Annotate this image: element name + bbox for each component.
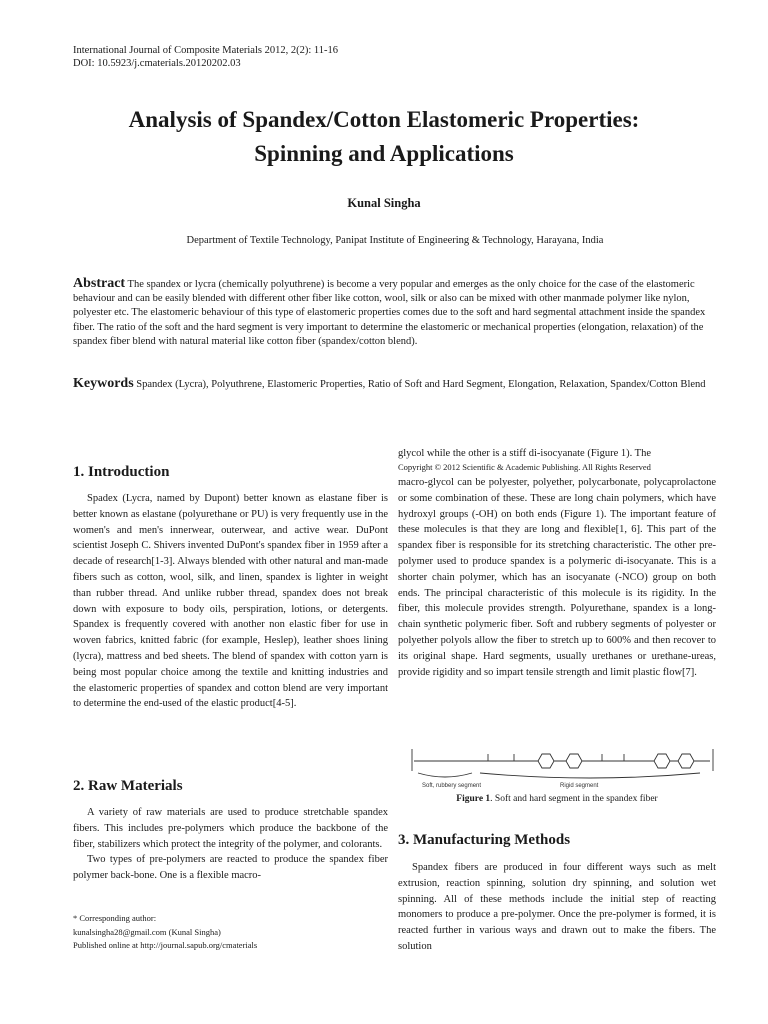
copyright-notice: Copyright © 2012 Scientific & Academic Publishing. All Rights Reserved bbox=[398, 462, 651, 472]
section-heading-raw-materials: 2. Raw Materials bbox=[73, 778, 183, 794]
manufacturing-methods-body bbox=[398, 860, 716, 955]
raw-materials-continued-paragraph: macro-glycol can be polyester, polyether, polycarbonate, polycaprolactone or some combination of these. These are long chain polymers, which have hydroxyl groups (-OH) on both ends (Figure 1). The important feature of these molecules is that they are long and flexible[1, 6]. This part of the spandex fiber is responsible for its stretching characteristic. The other pre-polymer used to produce spandex is a polymeric di-isocyanate. This is a shorter chain polymer, which has an isocyanate (-NCO) group on both ends. The principal characteristic of this molecule is its rigidity. In the fiber, this molecule provides strength. Polyurethane, spandex is a long-chain synthetic polymeric fiber. Soft and rubbery segments of polyester or polyether polyols allow the fiber to stretch up to 600% and then recover to its original shape. Hard segments, usually urethanes or urethane-ureas, provide rigidity and so impart tensile strength and limit plastic flow[7]. bbox=[398, 477, 716, 678]
author-affiliation: Department of Textile Technology, Panipat Institute of Engineering & Technology, Harayana, India bbox=[186, 235, 604, 246]
raw-materials-body bbox=[73, 805, 388, 884]
abstract bbox=[73, 277, 713, 349]
journal-citation: International Journal of Composite Materials 2012, 2(2): 11-16 bbox=[73, 45, 338, 56]
author-name: Kunal Singha bbox=[347, 196, 421, 210]
published-online: Published online at http://journal.sapub.org/cmaterials bbox=[73, 940, 258, 950]
abstract-label: Abstract bbox=[73, 276, 126, 291]
journal-header bbox=[73, 44, 338, 70]
manufacturing-methods-paragraph: Spandex fibers are produced in four different ways such as melt extrusion, reaction spinning, solution dry spinning, and solution wet spinning. All of these methods include the initial step of reacting monomers to produce a pre-polymer. Once the pre-polymer is formed, it is reacted further in various ways and drawn out to make the fibers. The solution bbox=[398, 862, 716, 952]
figure-label-soft-segment: Soft, rubbery segment bbox=[422, 783, 482, 789]
right-column-top-line: glycol while the other is a stiff di-isocyanate (Figure 1). The bbox=[398, 448, 652, 459]
keywords-text: Spandex (Lycra), Polyuthrene, Elastomeric Properties, Ratio of Soft and Hard Segment, Elongation, Relaxation, Spandex/Cotton Blend bbox=[136, 379, 706, 390]
keywords bbox=[73, 377, 713, 392]
section-heading-introduction: 1. Introduction bbox=[73, 464, 170, 480]
title-line-1: Analysis of Spandex/Cotton Elastomeric Properties: bbox=[128, 107, 640, 132]
abstract-text: The spandex or lycra (chemically polyuthrene) is become a very popular and emerges as the only choice for the case of the elastomeric behaviour and can be easily blended with different other fiber like cotton, wool, silk or also can be mixed with other manmade polymer like nylon, polyester etc. The elastomeric behaviour of this type of elastomeric properties comes due to the soft and hard segmental attachment inside the spandex fiber. The ratio of the soft and the hard segment is very important to determine the elastomeric or mechanical properties (elongation, relaxation) of the spandex fiber blend with natural material like cotton fiber (spandex/cotton blend). bbox=[73, 279, 706, 347]
raw-materials-continued bbox=[398, 475, 716, 680]
introduction-paragraph: Spadex (Lycra, named by Dupont) better known as elastane fiber is better known as elastane (polyurethane or PU) is very frequently use in the women's and men's innerwear, outerwear, and active wear. DuPont scientist Joseph C. Shivers invented DuPont's spandex fiber in 1959 after a decade of research[1-3]. Always blended with other natural and man-made fibers such as cotton, wool, silk, and linen, spandex is lighter in weight than rubber thread. And unlike rubber thread, spandex does not break down with exposure to body oils, perspiration, lotions, or detergents. Spandex is frequently covered with another non elastic fiber for use in woven fabrics, knitted fabric (for example, Heslep), leather shoes lining (lycra), mattress and bed sheets. The blend of spandex with cotton yarn is being most popular choice among the textile and knitting industries and the elastomeric properties of spandex and cotton blend are very important to determine the end-used of the elastic product[4-5]. bbox=[73, 493, 388, 710]
doi-line: DOI: 10.5923/j.cmaterials.20120202.03 bbox=[73, 58, 241, 69]
title-line-2: Spinning and Applications bbox=[254, 141, 514, 166]
raw-materials-paragraph-1: A variety of raw materials are used to produce stretchable spandex fibers. This includes pre-polymers which produce the backbone of the fiber, stabilizers which protect the integrity of the polymer, and colorants. bbox=[73, 807, 388, 850]
figure-1-caption bbox=[398, 794, 716, 804]
figure-caption-text: . Soft and hard segment in the spandex fiber bbox=[490, 794, 658, 804]
figure-caption-label: Figure 1 bbox=[456, 794, 491, 804]
author-email: kunalsingha28@gmail.com (Kunal Singha) bbox=[73, 926, 221, 937]
figure-label-rigid-segment: Rigid segment bbox=[560, 783, 599, 789]
keywords-label: Keywords bbox=[73, 376, 134, 391]
paper-title bbox=[60, 103, 708, 171]
section-heading-manufacturing-methods: 3. Manufacturing Methods bbox=[398, 832, 571, 848]
figure-1-chemical-structure bbox=[410, 745, 715, 789]
introduction-body bbox=[73, 491, 388, 712]
corresponding-author-label: * Corresponding author: bbox=[73, 913, 157, 923]
raw-materials-paragraph-2: Two types of pre-polymers are reacted to produce the spandex fiber polymer back-bone. One is a flexible macro- bbox=[73, 854, 388, 882]
footnote bbox=[73, 912, 257, 953]
